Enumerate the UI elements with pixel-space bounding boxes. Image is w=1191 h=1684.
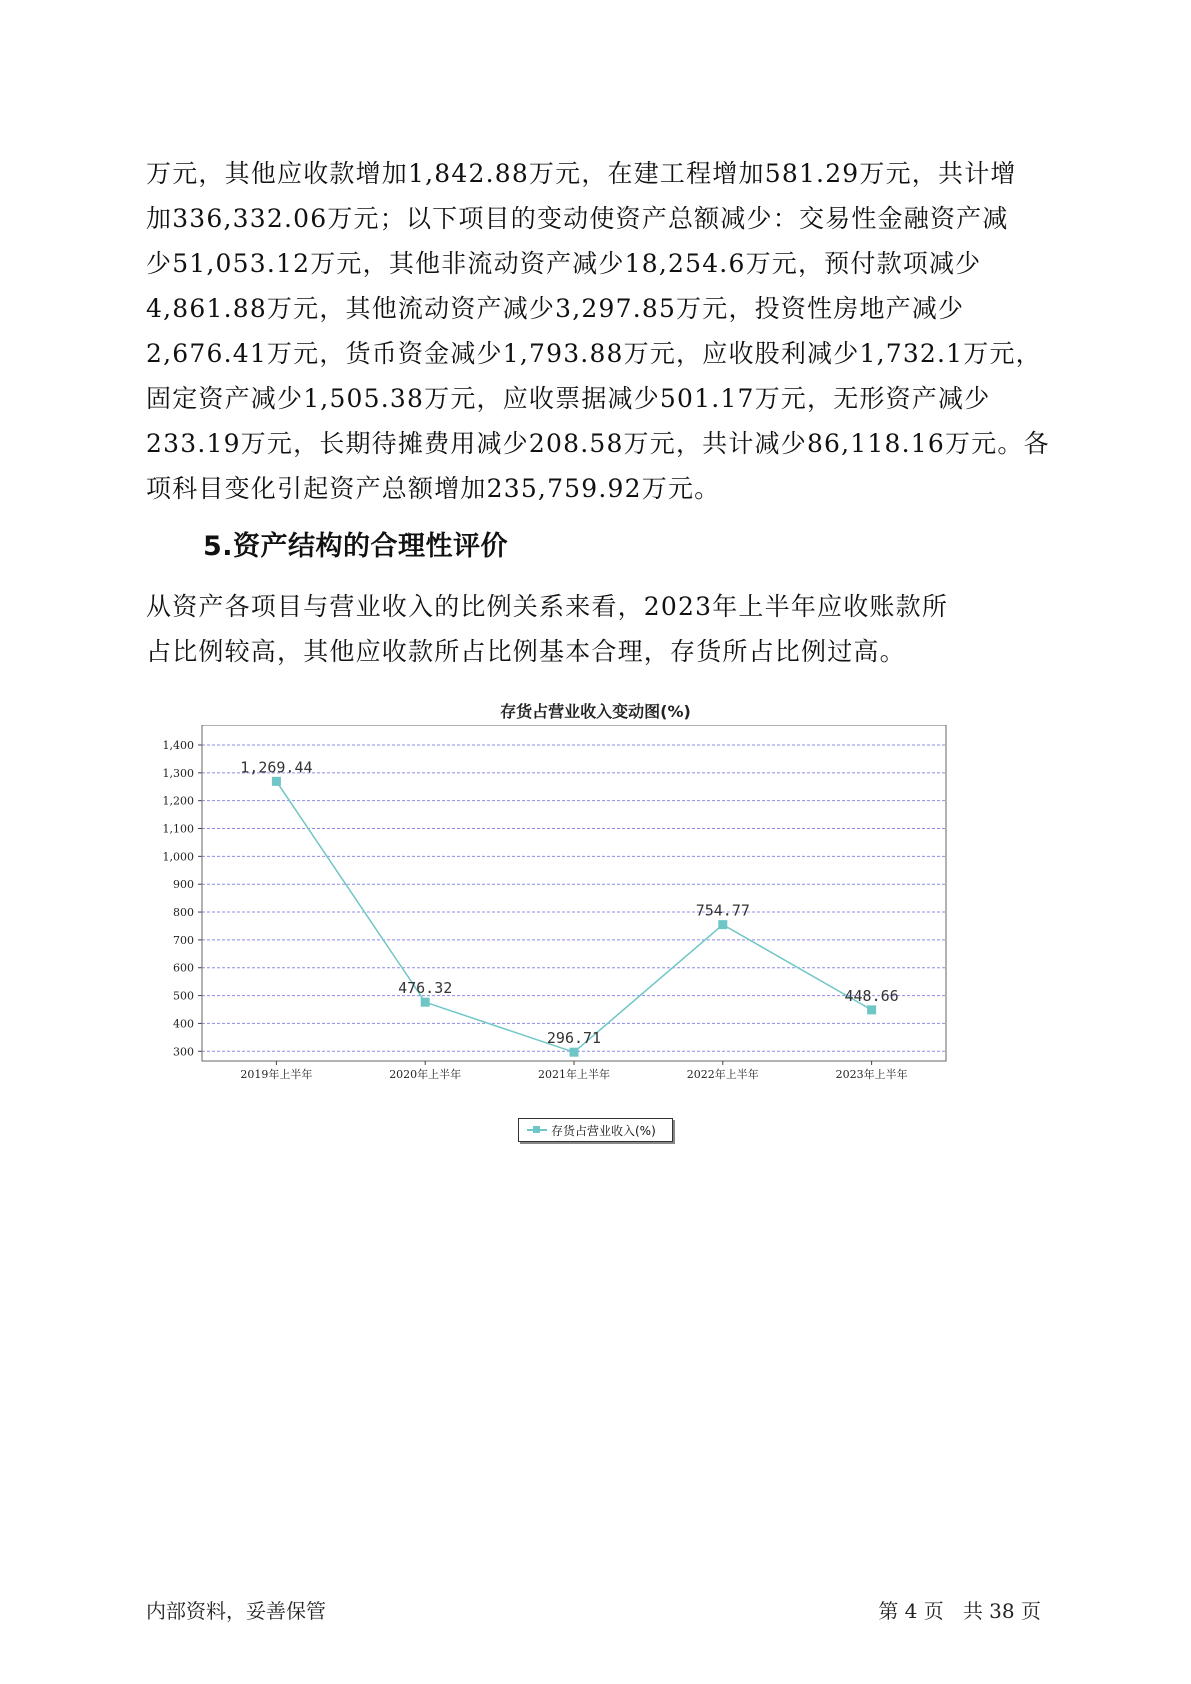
paragraph-asset-structure (146, 584, 1046, 674)
inventory-ratio-line-chart (150, 725, 1010, 1115)
footer-page-number: 第 4 页 共 38 页 (878, 1599, 1041, 1623)
paragraph1-line: 233.19万元，长期待摊费用减少208.58万元，共计减少86,118.16万元。各 (146, 429, 1050, 458)
data-point (570, 1048, 579, 1057)
paragraph-asset-changes (146, 151, 1050, 511)
footer-confidential-note: 内部资料，妥善保管 (146, 1599, 326, 1623)
y-tick-label: 1,100 (162, 822, 194, 836)
y-tick-label: 1,400 (162, 739, 194, 752)
plot-frame (202, 725, 946, 1061)
data-label: 296.71 (546, 1029, 602, 1048)
data-point (718, 920, 727, 929)
y-tick-label: 1,000 (162, 850, 194, 864)
y-tick-label: 500 (173, 989, 194, 1003)
paragraph2-line: 占比例较高，其他应收款所占比例基本合理，存货所占比例过高。 (146, 637, 906, 666)
data-label: 754.77 (695, 901, 750, 920)
y-tick-label: 1,200 (162, 794, 194, 808)
x-tick-label: 2019年上半年 (240, 1068, 313, 1081)
chart-legend (518, 1118, 673, 1142)
x-tick-label: 2020年上半年 (389, 1068, 462, 1081)
data-label: 1,269.44 (240, 758, 313, 777)
x-tick-label: 2023年上半年 (835, 1068, 908, 1081)
paragraph2-line: 从资产各项目与营业收入的比例关系来看，2023年上半年应收账款所 (146, 592, 949, 621)
legend-label: 存货占营业收入(%) (551, 1123, 656, 1138)
paragraph1-line: 2,676.41万元，货币资金减少1,793.88万元，应收股利减少1,732.1万元， (146, 339, 1042, 368)
x-tick-label: 2021年上半年 (538, 1068, 610, 1081)
y-tick-label: 900 (173, 878, 194, 892)
paragraph1-line: 4,861.88万元，其他流动资产减少3,297.85万元，投资性房地产减少 (146, 294, 965, 323)
legend-swatch (527, 1125, 547, 1135)
y-tick-label: 300 (173, 1045, 194, 1059)
y-tick-label: 600 (173, 961, 194, 975)
y-tick-label: 700 (173, 933, 194, 947)
data-point (272, 777, 281, 786)
section-heading: 5.资产结构的合理性评价 (203, 531, 509, 562)
paragraph1-line: 万元，其他应收款增加1,842.88万元，在建工程增加581.29万元，共计增 (146, 159, 1017, 188)
chart-title: 存货占营业收入变动图(%) (500, 702, 691, 721)
paragraph1-line: 加336,332.06万元；以下项目的变动使资产总额减少：交易性金融资产减 (146, 204, 1009, 233)
y-tick-label: 400 (173, 1017, 194, 1031)
data-label: 476.32 (398, 979, 453, 998)
paragraph1-line: 项科目变化引起资产总额增加235,759.92万元。 (146, 474, 721, 503)
data-point (421, 998, 430, 1007)
paragraph1-line: 固定资产减少1,505.38万元，应收票据减少501.17万元，无形资产减少 (146, 384, 991, 413)
data-point (867, 1005, 876, 1014)
y-tick-label: 800 (173, 906, 194, 920)
y-tick-label: 1,300 (162, 766, 194, 780)
data-label: 448.66 (844, 986, 899, 1005)
paragraph1-line: 少51,053.12万元，其他非流动资产减少18,254.6万元，预付款项减少 (146, 249, 982, 278)
x-tick-label: 2022年上半年 (686, 1068, 759, 1081)
